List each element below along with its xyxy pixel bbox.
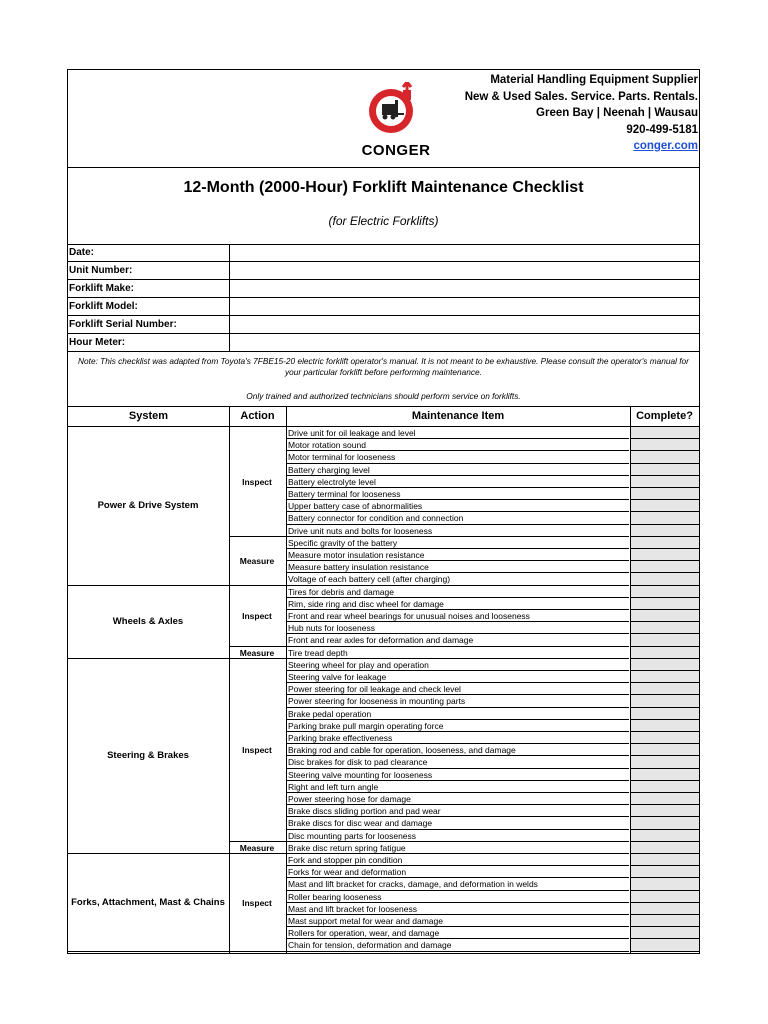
complete-checkbox[interactable] xyxy=(630,878,699,890)
field-row-model xyxy=(68,298,699,316)
page-title: 12-Month (2000-Hour) Forklift Maintenance Checklist xyxy=(183,179,584,196)
company-website-link[interactable]: conger.com xyxy=(633,140,698,152)
company-services: New & Used Sales. Service. Parts. Rentals. xyxy=(464,90,698,103)
action-label: Inspect xyxy=(242,745,272,756)
checklist-sheet xyxy=(67,69,700,954)
complete-checkbox[interactable] xyxy=(630,439,699,451)
complete-checkbox[interactable] xyxy=(630,769,699,781)
field-row-serial xyxy=(68,316,699,334)
column-divider xyxy=(286,406,287,953)
complete-checkbox[interactable] xyxy=(630,939,699,951)
disclaimer-note xyxy=(68,352,699,407)
field-row-hour-meter xyxy=(68,334,699,352)
complete-checkbox[interactable] xyxy=(630,708,699,720)
maintenance-item: Measure battery insulation resistance xyxy=(286,561,629,573)
action-label: Measure xyxy=(239,842,275,853)
complete-checkbox[interactable] xyxy=(630,903,699,915)
complete-checkbox[interactable] xyxy=(630,525,699,537)
action-label: Measure xyxy=(239,556,275,567)
title-section xyxy=(68,167,699,245)
action-label: Inspect xyxy=(242,897,272,908)
maintenance-item: Forks for wear and deformation xyxy=(286,866,629,878)
maintenance-item: Motor rotation sound xyxy=(286,439,629,451)
complete-checkbox[interactable] xyxy=(630,634,699,646)
maintenance-item: Steering wheel for play and operation xyxy=(286,659,629,671)
maintenance-item: Disc brakes for disk to pad clearance xyxy=(286,756,629,768)
company-logo xyxy=(351,82,441,158)
unit-number-field[interactable] xyxy=(229,262,700,279)
maintenance-item: Rim, side ring and disc wheel for damage xyxy=(286,598,629,610)
complete-checkbox[interactable] xyxy=(630,866,699,878)
complete-checkbox[interactable] xyxy=(630,915,699,927)
system-label: Steering & Brakes xyxy=(107,750,189,762)
complete-checkbox[interactable] xyxy=(630,622,699,634)
maintenance-item: Parking brake pull margin operating force xyxy=(286,720,629,732)
field-label: Hour Meter: xyxy=(69,337,126,348)
maintenance-item: Brake discs sliding portion and pad wear xyxy=(286,805,629,817)
complete-checkbox[interactable] xyxy=(630,891,699,903)
maintenance-item: Specific gravity of the battery xyxy=(286,537,629,549)
complete-checkbox[interactable] xyxy=(630,854,699,866)
maintenance-item: Rollers for operation, wear, and damage xyxy=(286,927,629,939)
field-label: Forklift Model: xyxy=(69,301,138,312)
complete-checkbox[interactable] xyxy=(630,573,699,585)
complete-checkbox[interactable] xyxy=(630,512,699,524)
maintenance-item: Mast support metal for wear and damage xyxy=(286,915,629,927)
company-info xyxy=(465,72,698,155)
field-row-make xyxy=(68,280,699,298)
company-phone: 920-499-5181 xyxy=(626,123,698,136)
maintenance-item: Voltage of each battery cell (after charging) xyxy=(286,573,629,585)
complete-checkbox[interactable] xyxy=(630,659,699,671)
note-text: Note: This checklist was adapted from Toyota's 7FBE15-20 electric forklift operator's manual. It is not meant to be exhaustive. Please consult the operator's manual for your particular forklift before performing maintenance. xyxy=(78,356,689,377)
maintenance-item: Brake pedal operation xyxy=(286,708,629,720)
maintenance-item: Fork and stopper pin condition xyxy=(286,854,629,866)
maintenance-item: Power steering hose for damage xyxy=(286,793,629,805)
page-subtitle: (for Electric Forklifts) xyxy=(328,214,439,228)
col-header-action: Action xyxy=(229,406,286,427)
maintenance-item: Power steering for oil leakage and check level xyxy=(286,683,629,695)
maintenance-item: Mast and lift bracket for cracks, damage, and deformation in welds xyxy=(286,878,629,890)
note-authorized-text: Only trained and authorized technicians should perform service on forklifts. xyxy=(246,391,521,401)
field-label: Unit Number: xyxy=(69,265,133,276)
company-locations: Green Bay | Neenah | Wausau xyxy=(536,107,698,119)
complete-checkbox[interactable] xyxy=(630,610,699,622)
complete-checkbox[interactable] xyxy=(630,781,699,793)
field-row-unit-number xyxy=(68,262,699,280)
field-row-date xyxy=(68,244,699,262)
maintenance-item: Battery electrolyte level xyxy=(286,476,629,488)
maintenance-item: Drive unit nuts and bolts for looseness xyxy=(286,525,629,537)
company-tagline: Material Handling Equipment Supplier xyxy=(490,74,698,86)
maintenance-item: Power steering for looseness in mounting parts xyxy=(286,695,629,707)
complete-checkbox[interactable] xyxy=(630,464,699,476)
complete-checkbox[interactable] xyxy=(630,500,699,512)
column-divider xyxy=(630,406,631,953)
complete-checkbox[interactable] xyxy=(630,756,699,768)
complete-checkbox[interactable] xyxy=(630,927,699,939)
complete-checkbox[interactable] xyxy=(630,561,699,573)
maintenance-item: Right and left turn angle xyxy=(286,781,629,793)
forklift-logo-icon xyxy=(351,82,441,142)
complete-checkbox[interactable] xyxy=(630,586,699,598)
section-divider xyxy=(68,951,229,952)
forklift-make-field[interactable] xyxy=(229,280,700,297)
complete-checkbox[interactable] xyxy=(630,647,699,659)
maintenance-item: Front and rear axles for deformation and damage xyxy=(286,634,629,646)
complete-checkbox[interactable] xyxy=(630,683,699,695)
logo-text: CONGER xyxy=(361,142,431,159)
action-label: Inspect xyxy=(242,476,272,487)
system-label: Power & Drive System xyxy=(97,500,199,512)
complete-checkbox[interactable] xyxy=(630,598,699,610)
complete-checkbox[interactable] xyxy=(630,695,699,707)
complete-checkbox[interactable] xyxy=(630,476,699,488)
complete-checkbox[interactable] xyxy=(630,549,699,561)
maintenance-item: Chain for tension, deformation and damage xyxy=(286,939,629,951)
col-header-system: System xyxy=(68,406,229,427)
complete-checkbox[interactable] xyxy=(630,488,699,500)
serial-number-field[interactable] xyxy=(229,316,700,333)
complete-checkbox[interactable] xyxy=(630,805,699,817)
maintenance-item: Parking brake effectiveness xyxy=(286,732,629,744)
col-header-item: Maintenance Item xyxy=(286,406,630,427)
maintenance-item: Drive unit for oil leakage and level xyxy=(286,427,629,439)
maintenance-item: Motor terminal for looseness xyxy=(286,451,629,463)
maintenance-item: Hub nuts for looseness xyxy=(286,622,629,634)
hour-meter-field[interactable] xyxy=(229,334,700,351)
maintenance-item: Brake disc return spring fatigue xyxy=(286,842,629,854)
maintenance-item: Steering valve mounting for looseness xyxy=(286,769,629,781)
complete-checkbox[interactable] xyxy=(630,671,699,683)
field-label: Forklift Serial Number: xyxy=(69,319,177,330)
action-label: Measure xyxy=(239,647,275,658)
maintenance-item: Steering valve for leakage xyxy=(286,671,629,683)
maintenance-item: Brake discs for disc wear and damage xyxy=(286,817,629,829)
complete-checkbox[interactable] xyxy=(630,842,699,854)
complete-checkbox[interactable] xyxy=(630,744,699,756)
action-label: Inspect xyxy=(242,611,272,622)
complete-checkbox[interactable] xyxy=(630,537,699,549)
complete-checkbox[interactable] xyxy=(630,817,699,829)
complete-checkbox[interactable] xyxy=(630,427,699,439)
complete-checkbox[interactable] xyxy=(630,732,699,744)
field-label: Forklift Make: xyxy=(69,283,135,294)
system-label: Forks, Attachment, Mast & Chains xyxy=(71,896,225,908)
header xyxy=(68,70,699,168)
maintenance-item: Battery connector for condition and connection xyxy=(286,512,629,524)
maintenance-item: Roller bearing looseness xyxy=(286,891,629,903)
complete-checkbox[interactable] xyxy=(630,451,699,463)
maintenance-item: Battery charging level xyxy=(286,464,629,476)
system-label: Wheels & Axles xyxy=(112,616,184,628)
field-label: Date: xyxy=(69,247,95,258)
maintenance-item: Battery terminal for looseness xyxy=(286,488,629,500)
maintenance-item: Mast and lift bracket for looseness xyxy=(286,903,629,915)
maintenance-item: Disc mounting parts for looseness xyxy=(286,830,629,842)
date-field[interactable] xyxy=(229,244,700,261)
maintenance-item: Tire tread depth xyxy=(286,647,629,659)
maintenance-item: Tires for debris and damage xyxy=(286,586,629,598)
complete-checkbox[interactable] xyxy=(630,793,699,805)
forklift-model-field[interactable] xyxy=(229,298,700,315)
action-divider xyxy=(229,951,286,952)
column-divider xyxy=(229,406,230,953)
complete-checkbox[interactable] xyxy=(630,720,699,732)
maintenance-item: Upper battery case of abnormalities xyxy=(286,500,629,512)
maintenance-item: Measure motor insulation resistance xyxy=(286,549,629,561)
maintenance-item: Front and rear wheel bearings for unusual noises and looseness xyxy=(286,610,629,622)
complete-checkbox[interactable] xyxy=(630,830,699,842)
maintenance-item: Braking rod and cable for operation, looseness, and damage xyxy=(286,744,629,756)
col-header-complete: Complete? xyxy=(630,406,699,427)
